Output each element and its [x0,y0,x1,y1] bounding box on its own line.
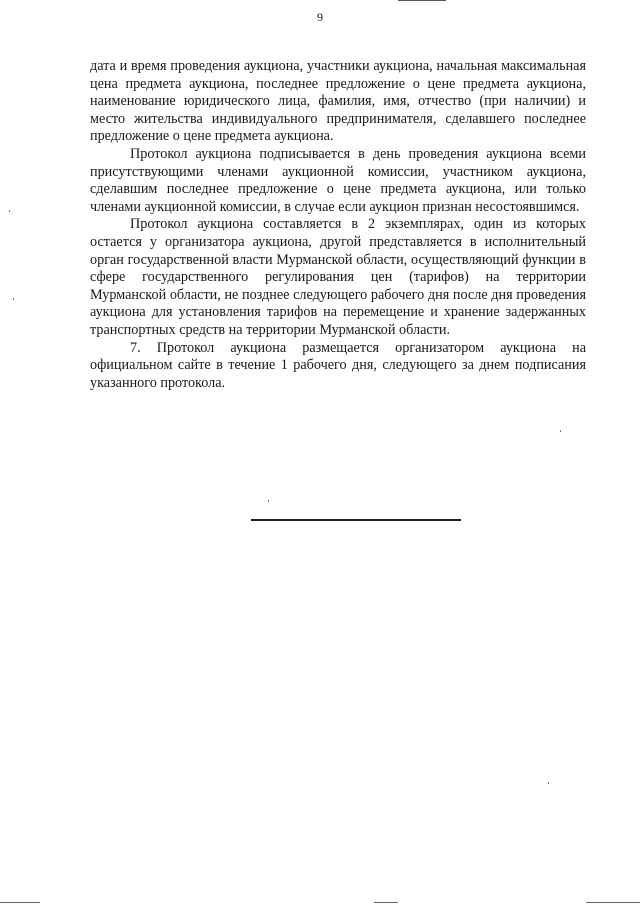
end-of-document-rule [251,519,461,521]
top-edge-line [398,0,446,1]
bottom-edge-mark [374,902,398,903]
scan-speck [560,430,561,432]
scan-speck [268,500,269,502]
paragraph-protocol-publication: 7. Протокол аукциона размещается организатором аукциона на официальном сайте в течение 1 рабочего дня, следующего за днем подписания указанного протокола. [90,339,586,391]
bottom-edge-mark [586,902,640,903]
bottom-edge-mark [0,902,40,903]
paragraph-protocol-signing: Протокол аукциона подписывается в день проведения аукциона всеми присутствующими членами аукционной комиссии, участником аукциона, сделавшим последнее предложение о цене предмета аукциона, или только членами аукционной комиссии, в случае если аукцион признан несостоявшимся. [90,145,586,215]
document-body [90,58,586,392]
paragraph-auction-protocol-contents: дата и время проведения аукциона, участники аукциона, начальная максимальная цена предмета аукциона, последнее предложение о цене предмета аукциона, наименование юридического лица, фамилия, имя, отчество (при наличии) и место жительства индивидуального предпринимателя, сделавшего последнее предложение о цене предмета аукциона. [90,58,586,145]
scan-speck [13,298,14,300]
paragraph-protocol-copies: Протокол аукциона составляется в 2 экземплярах, один из которых остается у организатора аукциона, другой представляется в исполнительный орган государственной власти Мурманской области, осуществляющий функции в сфере государственного регулирования цен (тарифов) на территории Мурманской области, не позднее следующего рабочего дня после дня проведения аукциона для установления тарифов на перемещение и хранение задержанных транспортных средств на территории Мурманской области. [90,216,586,338]
scan-speck [548,782,549,784]
page-number: 9 [317,10,323,24]
scan-speck [9,210,10,212]
